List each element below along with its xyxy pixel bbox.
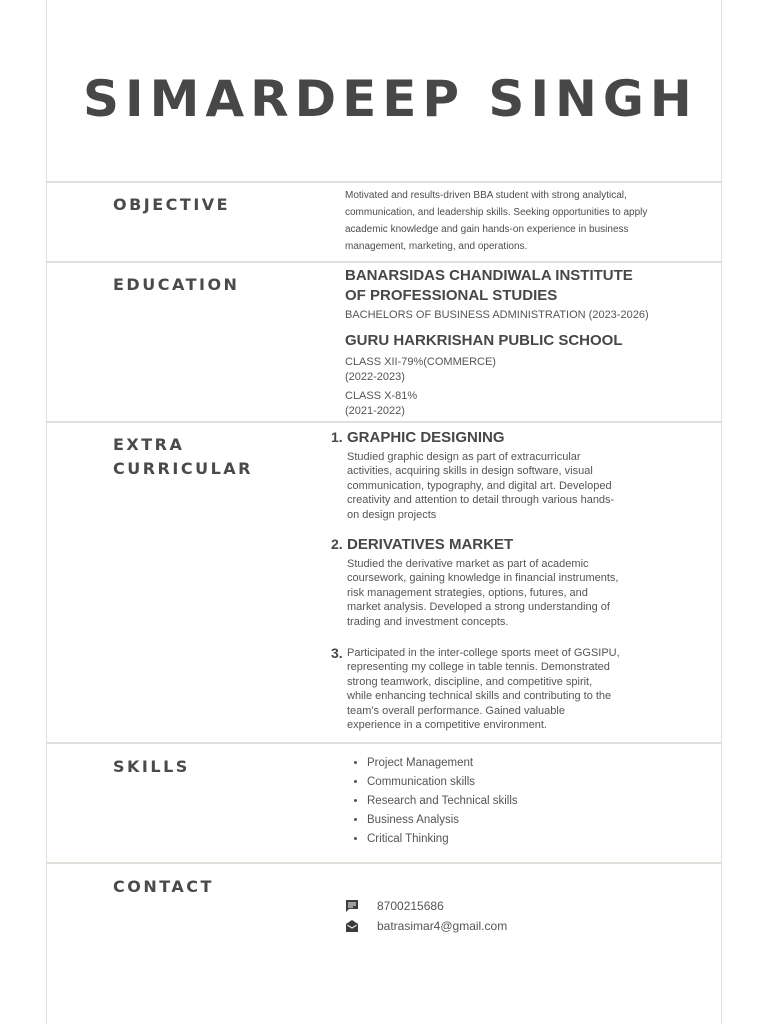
college-name: OF PROFESSIONAL STUDIES <box>345 287 558 304</box>
item-line: risk management strategies, options, futures, and <box>347 586 588 599</box>
skills-list-wrap <box>345 754 705 849</box>
objective-line: Motivated and results-driven BBA student with strong analytical, <box>345 190 627 201</box>
objective-line: communication, and leadership skills. Seeking opportunities to apply <box>345 207 648 218</box>
heading-line: CURRICULAR <box>113 459 253 478</box>
phone-number: 8700215686 <box>377 899 444 913</box>
item-line: strong teamwork, discipline, and competitive spirit, <box>347 675 593 688</box>
class10-years: (2021-2022) <box>345 405 405 417</box>
item-line: Studied the derivative market as part of academic <box>347 558 589 570</box>
contact-heading: CONTACT <box>113 877 214 896</box>
item-title: GRAPHIC DESIGNING <box>347 429 505 446</box>
item-line: creativity and attention to detail through various hands- <box>347 494 615 507</box>
item-line: team's overall performance. Gained valuable <box>347 704 565 717</box>
skill-item: • Research and Technical skills <box>367 792 705 811</box>
education-content <box>345 266 705 419</box>
item-line: while enhancing technical skills and contributing to the <box>347 690 612 703</box>
item-line: coursework, gaining knowledge in financial instruments, <box>347 572 619 585</box>
objective-heading: OBJECTIVE <box>113 195 231 214</box>
education-heading: EDUCATION <box>113 275 240 294</box>
item-line: communication, typography, and digital art. Developed <box>347 479 612 492</box>
item-line: representing my college in table tennis. Demonstrated <box>347 661 610 674</box>
envelope-icon <box>345 919 359 933</box>
item-number: 3. <box>331 645 343 661</box>
skill-item: • Communication skills <box>367 773 705 792</box>
skills-heading: SKILLS <box>113 757 190 776</box>
divider <box>47 181 721 183</box>
class12-result: CLASS XII-79%(COMMERCE) <box>345 356 496 368</box>
item-line: Studied graphic design as part of extracurricular <box>347 451 581 463</box>
item-number: 2. <box>331 536 343 552</box>
divider <box>47 742 721 744</box>
class12-years: (2022-2023) <box>345 371 405 383</box>
item-line: trading and investment concepts. <box>347 615 509 628</box>
divider <box>47 421 721 423</box>
objective-text <box>345 187 705 255</box>
class10-result: CLASS X-81% <box>345 390 418 402</box>
item-line: Participated in the inter-college sports meet of GGSIPU, <box>347 647 620 659</box>
degree: BACHELORS OF BUSINESS ADMINISTRATION (2023-2026) <box>345 309 649 321</box>
college-name: BANARSIDAS CHANDIWALA INSTITUTE <box>345 267 633 284</box>
objective-line: academic knowledge and gain hands-on experience in business <box>345 224 629 235</box>
item-line: on design projects <box>347 508 437 521</box>
email-address: batrasimar4@gmail.com <box>377 919 508 933</box>
activity-item <box>331 535 691 629</box>
skills-list <box>345 754 705 849</box>
heading-line: EXTRA <box>113 435 185 454</box>
skill-item: • Critical Thinking <box>367 830 705 849</box>
activity-item <box>331 645 691 732</box>
item-line: experience in a competitive environment. <box>347 719 547 732</box>
message-icon <box>345 899 359 913</box>
item-line: market analysis. Developed a strong understanding of <box>347 601 610 614</box>
item-line: activities, acquiring skills in design software, visual <box>347 465 593 478</box>
objective-line: management, marketing, and operations. <box>345 241 528 252</box>
skill-item: • Business Analysis <box>367 811 705 830</box>
item-title: DERIVATIVES MARKET <box>347 536 514 553</box>
resume-page <box>46 0 722 1024</box>
school-name: GURU HARKRISHAN PUBLIC SCHOOL <box>345 332 623 349</box>
divider <box>47 862 721 864</box>
phone-row <box>345 896 705 916</box>
email-row <box>345 916 705 936</box>
skill-item: • Project Management <box>367 754 705 773</box>
candidate-name: SIMARDEEP SINGH <box>83 70 698 128</box>
extra-curricular-heading <box>113 433 253 481</box>
activity-item <box>331 428 691 522</box>
item-number: 1. <box>331 429 343 445</box>
divider <box>47 261 721 263</box>
contact-info <box>345 896 705 936</box>
